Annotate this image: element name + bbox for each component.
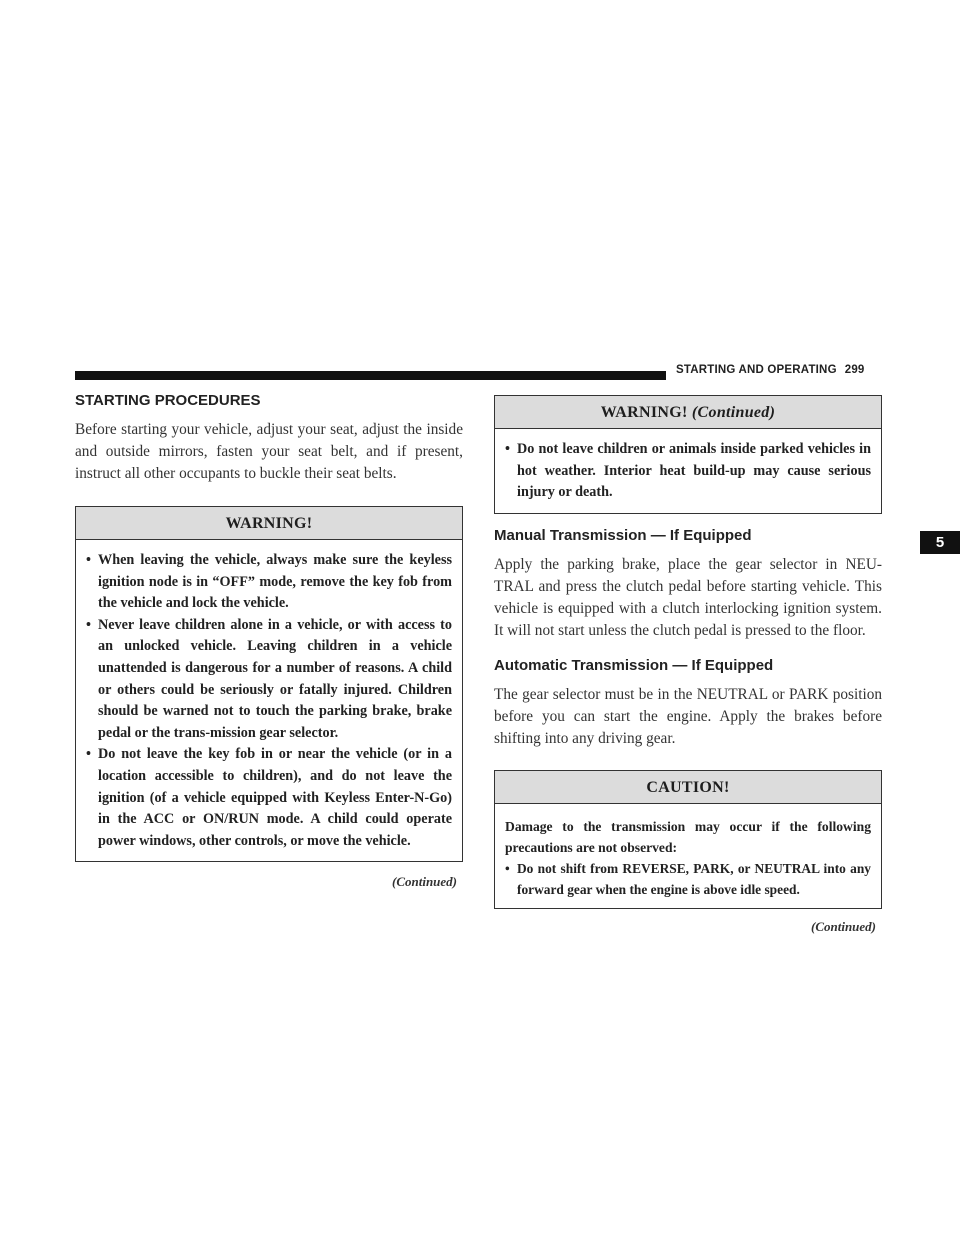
- automatic-transmission-text: The gear selector must be in the NEUTRAL or PARK position before you can start the engine. Apply the brakes before shifting into any driving gear.: [494, 685, 882, 747]
- warning-item: • Do not leave children or animals inside parked vehicles in hot weather. Interior heat build-up may cause serious injury or death.: [505, 441, 871, 501]
- bullet-icon: •: [505, 860, 510, 876]
- page-number: 299: [844, 364, 865, 376]
- warning-box: [75, 506, 463, 862]
- warning-item: • Do not leave the key fob in or near the vehicle (or in a location accessible to children), and do not leave the ignition (of a vehicle equipped with Keyless Enter-N-Go) in the ACC or ON/RUN mode. A child could operate power windows, other controls, or move the vehicle.: [86, 746, 452, 849]
- running-header: [676, 364, 865, 376]
- warning-item: • Never leave children alone in a vehicle, or with access to an unlocked vehicle. Leaving children in a vehicle unattended is dangerous for a number of reasons. A child or others could be seriously or fatally injured. Children should be warned not to touch the parking brake, brake pedal or the trans-mission gear selector.: [86, 616, 452, 741]
- warning-continued-title: WARNING! (Continued): [495, 396, 881, 429]
- warning-list: [76, 540, 462, 861]
- warning-continued-list: [495, 429, 881, 513]
- warning-title: WARNING!: [76, 507, 462, 540]
- starting-procedures-heading: STARTING PROCEDURES: [75, 392, 261, 409]
- manual-transmission-heading: Manual Transmission — If Equipped: [494, 526, 752, 544]
- continued-note: (Continued): [391, 874, 457, 890]
- caution-intro: Damage to the transmission may occur if the following precautions are not observed:: [505, 818, 871, 855]
- bullet-icon: •: [505, 441, 510, 457]
- caution-item: • Do not shift from REVERSE, PARK, or NEUTRAL into any forward gear when the engine is above idle speed.: [517, 858, 871, 900]
- bullet-icon: •: [86, 552, 91, 568]
- caution-box: [494, 770, 882, 909]
- automatic-transmission-heading: Automatic Transmission — If Equipped: [494, 656, 774, 674]
- section-title: STARTING AND OPERATING: [676, 364, 837, 376]
- warning-item: • When leaving the vehicle, always make sure the keyless ignition node is in “OFF” mode, remove the key fob from the vehicle and lock the vehicle.: [86, 552, 452, 612]
- manual-transmission-text: Apply the parking brake, place the gear selector in NEU-TRAL and press the clutch pedal before starting vehicle. This vehicle is equipped with a clutch interlocking ignition system. It will not start unless the clutch pedal is pressed to the floor.: [494, 555, 882, 639]
- left-column: [75, 391, 463, 890]
- continued-note: (Continued): [810, 918, 876, 934]
- warning-continued-box: [494, 395, 882, 514]
- starting-procedures-intro: Before starting your vehicle, adjust your seat, adjust the inside and outside mirrors, fasten your seat belt, and if present, instruct all other occupants to buckle their seat belts.: [75, 421, 463, 482]
- bullet-icon: •: [86, 746, 91, 763]
- bullet-icon: •: [86, 616, 91, 633]
- caution-list: [495, 858, 881, 908]
- chapter-tab: 5: [920, 531, 960, 554]
- header-rule: [75, 371, 666, 380]
- caution-title: CAUTION!: [495, 771, 881, 804]
- right-column: [494, 395, 882, 935]
- continued-label: (Continued): [691, 404, 776, 421]
